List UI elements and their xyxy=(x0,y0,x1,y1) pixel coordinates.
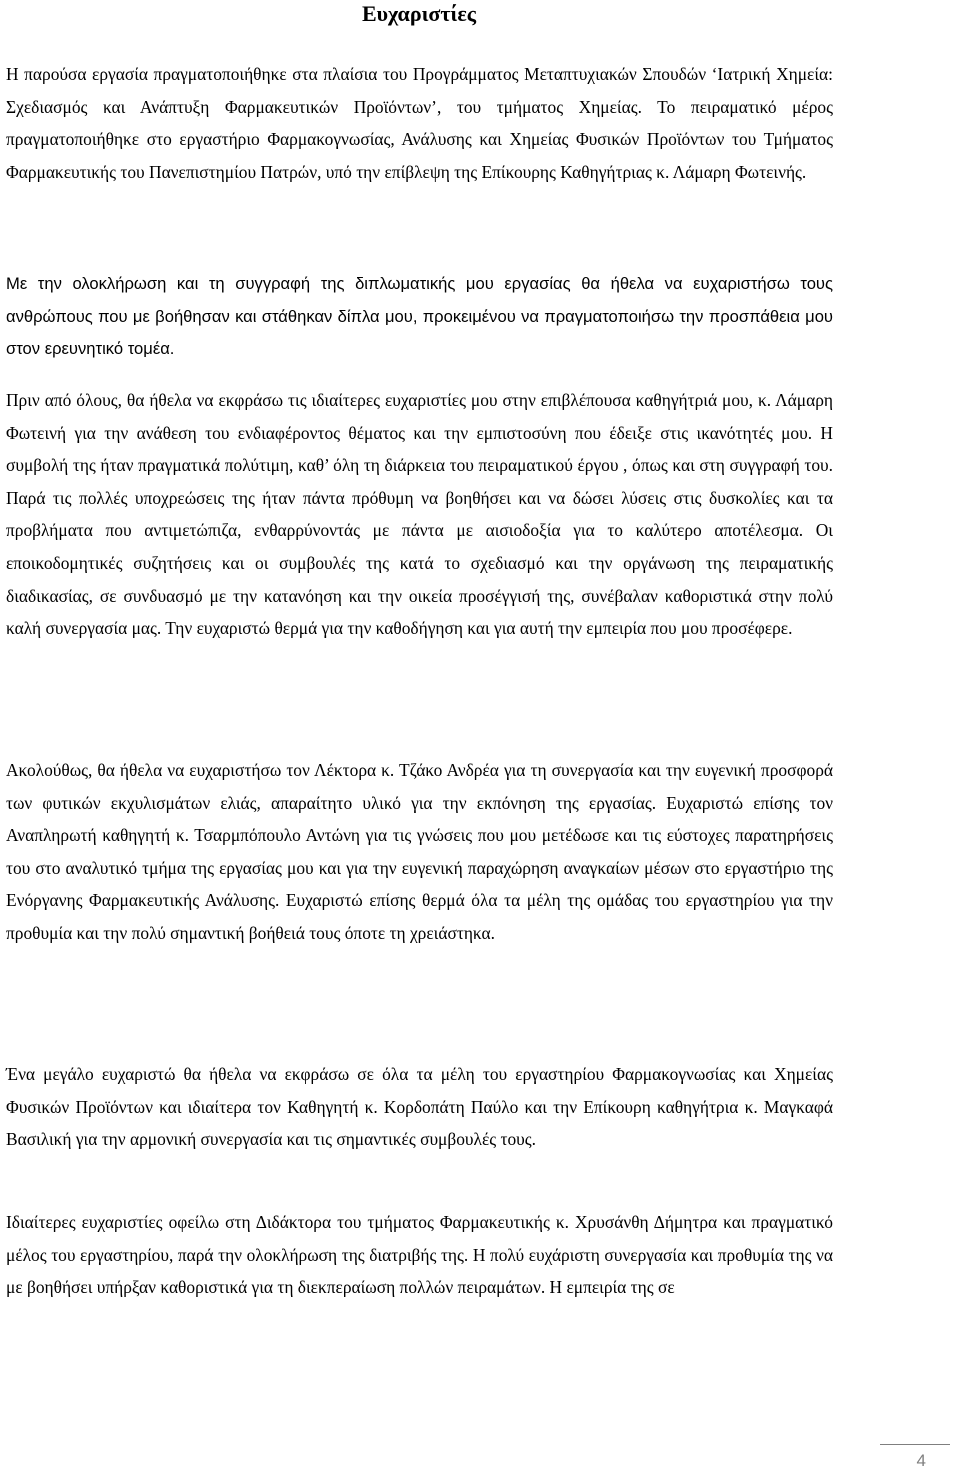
paragraph-lab-members: Ένα μεγάλο ευχαριστώ θα ήθελα να εκφράσω σε όλα τα μέλη του εργαστηρίου Φαρμακογνωσίας και Χημείας Φυσικών Προϊόντων και ιδιαίτερα τον Καθηγητή κ. Κορδοπάτη Παύλο και την Επίκουρη καθηγήτρια κ. Μαγκαφά Βασιλική για την αρμονική συνεργασία και τις σημαντικές συμβουλές τους. xyxy=(6,1064,833,1150)
page-footer xyxy=(880,1444,950,1475)
paragraph-intro: Η παρούσα εργασία πραγματοποιήθηκε στα πλαίσια του Προγράμματος Μεταπτυχιακών Σπουδών ‘Ιατρική Χημεία: Σχεδιασμός και Ανάπτυξη Φαρμακευτικών Προϊόντων’, του τμήματος Χημείας. Το πειραματικό μέρος πραγματοποιήθηκε στο εργαστήριο Φαρμακογνωσίας, Ανάλυσης και Χημείας Φυσικών Προϊόντων του Τμήματος Φαρμακευτικής του Πανεπιστημίου Πατρών, υπό την επίβλεψη της Επίκουρης Καθηγήτριας κ. Λάμαρη Φωτεινής. xyxy=(6,64,833,182)
paragraph-doctor: Ιδιαίτερες ευχαριστίες οφείλω στη Διδάκτορα του τμήματος Φαρμακευτικής κ. Χρυσάνθη Δήμητρα και πραγματικό μέλος του εργαστηρίου, παρά την ολοκλήρωση της διατριβής της. Η πολύ ευχάριστη συνεργασία και προθυμία της να με βοηθήσει υπήρξαν καθοριστικά για τη διεκπεραίωση πολλών πειραμάτων. Η εμπειρία της σε xyxy=(6,1212,833,1298)
page-title: Ευχαριστίες xyxy=(361,1,477,26)
paragraph-thanks-intro: Με την ολοκλήρωση και τη συγγραφή της διπλωματικής μου εργασίας θα ήθελα να ευχαριστήσω τους ανθρώπους που με βοήθησαν και στάθηκαν δίπλα μου, προκειμένου να πραγματοποιήσω την προσπάθεια μου στον ερευνητικό τομέα. xyxy=(6,274,833,359)
paragraph-supervisor: Πριν από όλους, θα ήθελα να εκφράσω τις ιδιαίτερες ευχαριστίες μου στην επιβλέπουσα καθηγήτριά μου, κ. Λάμαρη Φωτεινή για την ανάθεση του ενδιαφέροντος θέματος και την εμπιστοσύνη που έδειξε στις ικανότητές μου. Η συμβολή της ήταν πραγματικά πολύτιμη, καθ’ όλη τη διάρκεια του πειραματικού έργου , όπως και στη συγγραφή του. Παρά τις πολλές υποχρεώσεις της ήταν πάντα πρόθυμη να βοηθήσει και να δώσει λύσεις στις δυσκολίες και τα προβλήματα που αντιμετώπιζα, ενθαρρύνοντάς με πάντα με αισιοδοξία για το καλύτερο αποτέλεσμα. Οι εποικοδομητικές συζητήσεις και οι συμβουλές της κατά το σχεδιασμό και την οργάνωση της πειραματικής διαδικασίας, σε συνδυασμό με την κατανόηση και την οικεία προσέγγισή της, συνέβαλαν καθοριστικά στην πολύ καλή συνεργασία μας. Την ευχαριστώ θερμά για την καθοδήγηση και για αυτή την εμπειρία που μου προσέφερε. xyxy=(6,390,833,639)
paragraph-colleagues: Ακολούθως, θα ήθελα να ευχαριστήσω τον Λέκτορα κ. Τζάκο Ανδρέα για τη συνεργασία και την ευγενική προσφορά των φυτικών εκχυλισμάτων ελιάς, απαραίτητο υλικό για την εκπόνηση της εργασίας. Ευχαριστώ επίσης τον Αναπληρωτή καθηγητή κ. Τσαρμπόπουλο Αντώνη για τις γνώσεις που μου μετέδωσε και τις εύστοχες παρατηρήσεις του στο αναλυτικό τμήμα της εργασίας μου και για την ευγενική παραχώρηση αναγκαίων μέσων στο εργαστήριο της Ενόργανης Φαρμακευτικής Ανάλυσης. Ευχαριστώ επίσης θερμά όλα τα μέλη της ομάδας του εργαστηρίου για την προθυμία και την πολύ σημαντική βοήθειά τους όποτε τη χρειάστηκα. xyxy=(6,760,833,943)
page-number: 4 xyxy=(916,1451,926,1470)
